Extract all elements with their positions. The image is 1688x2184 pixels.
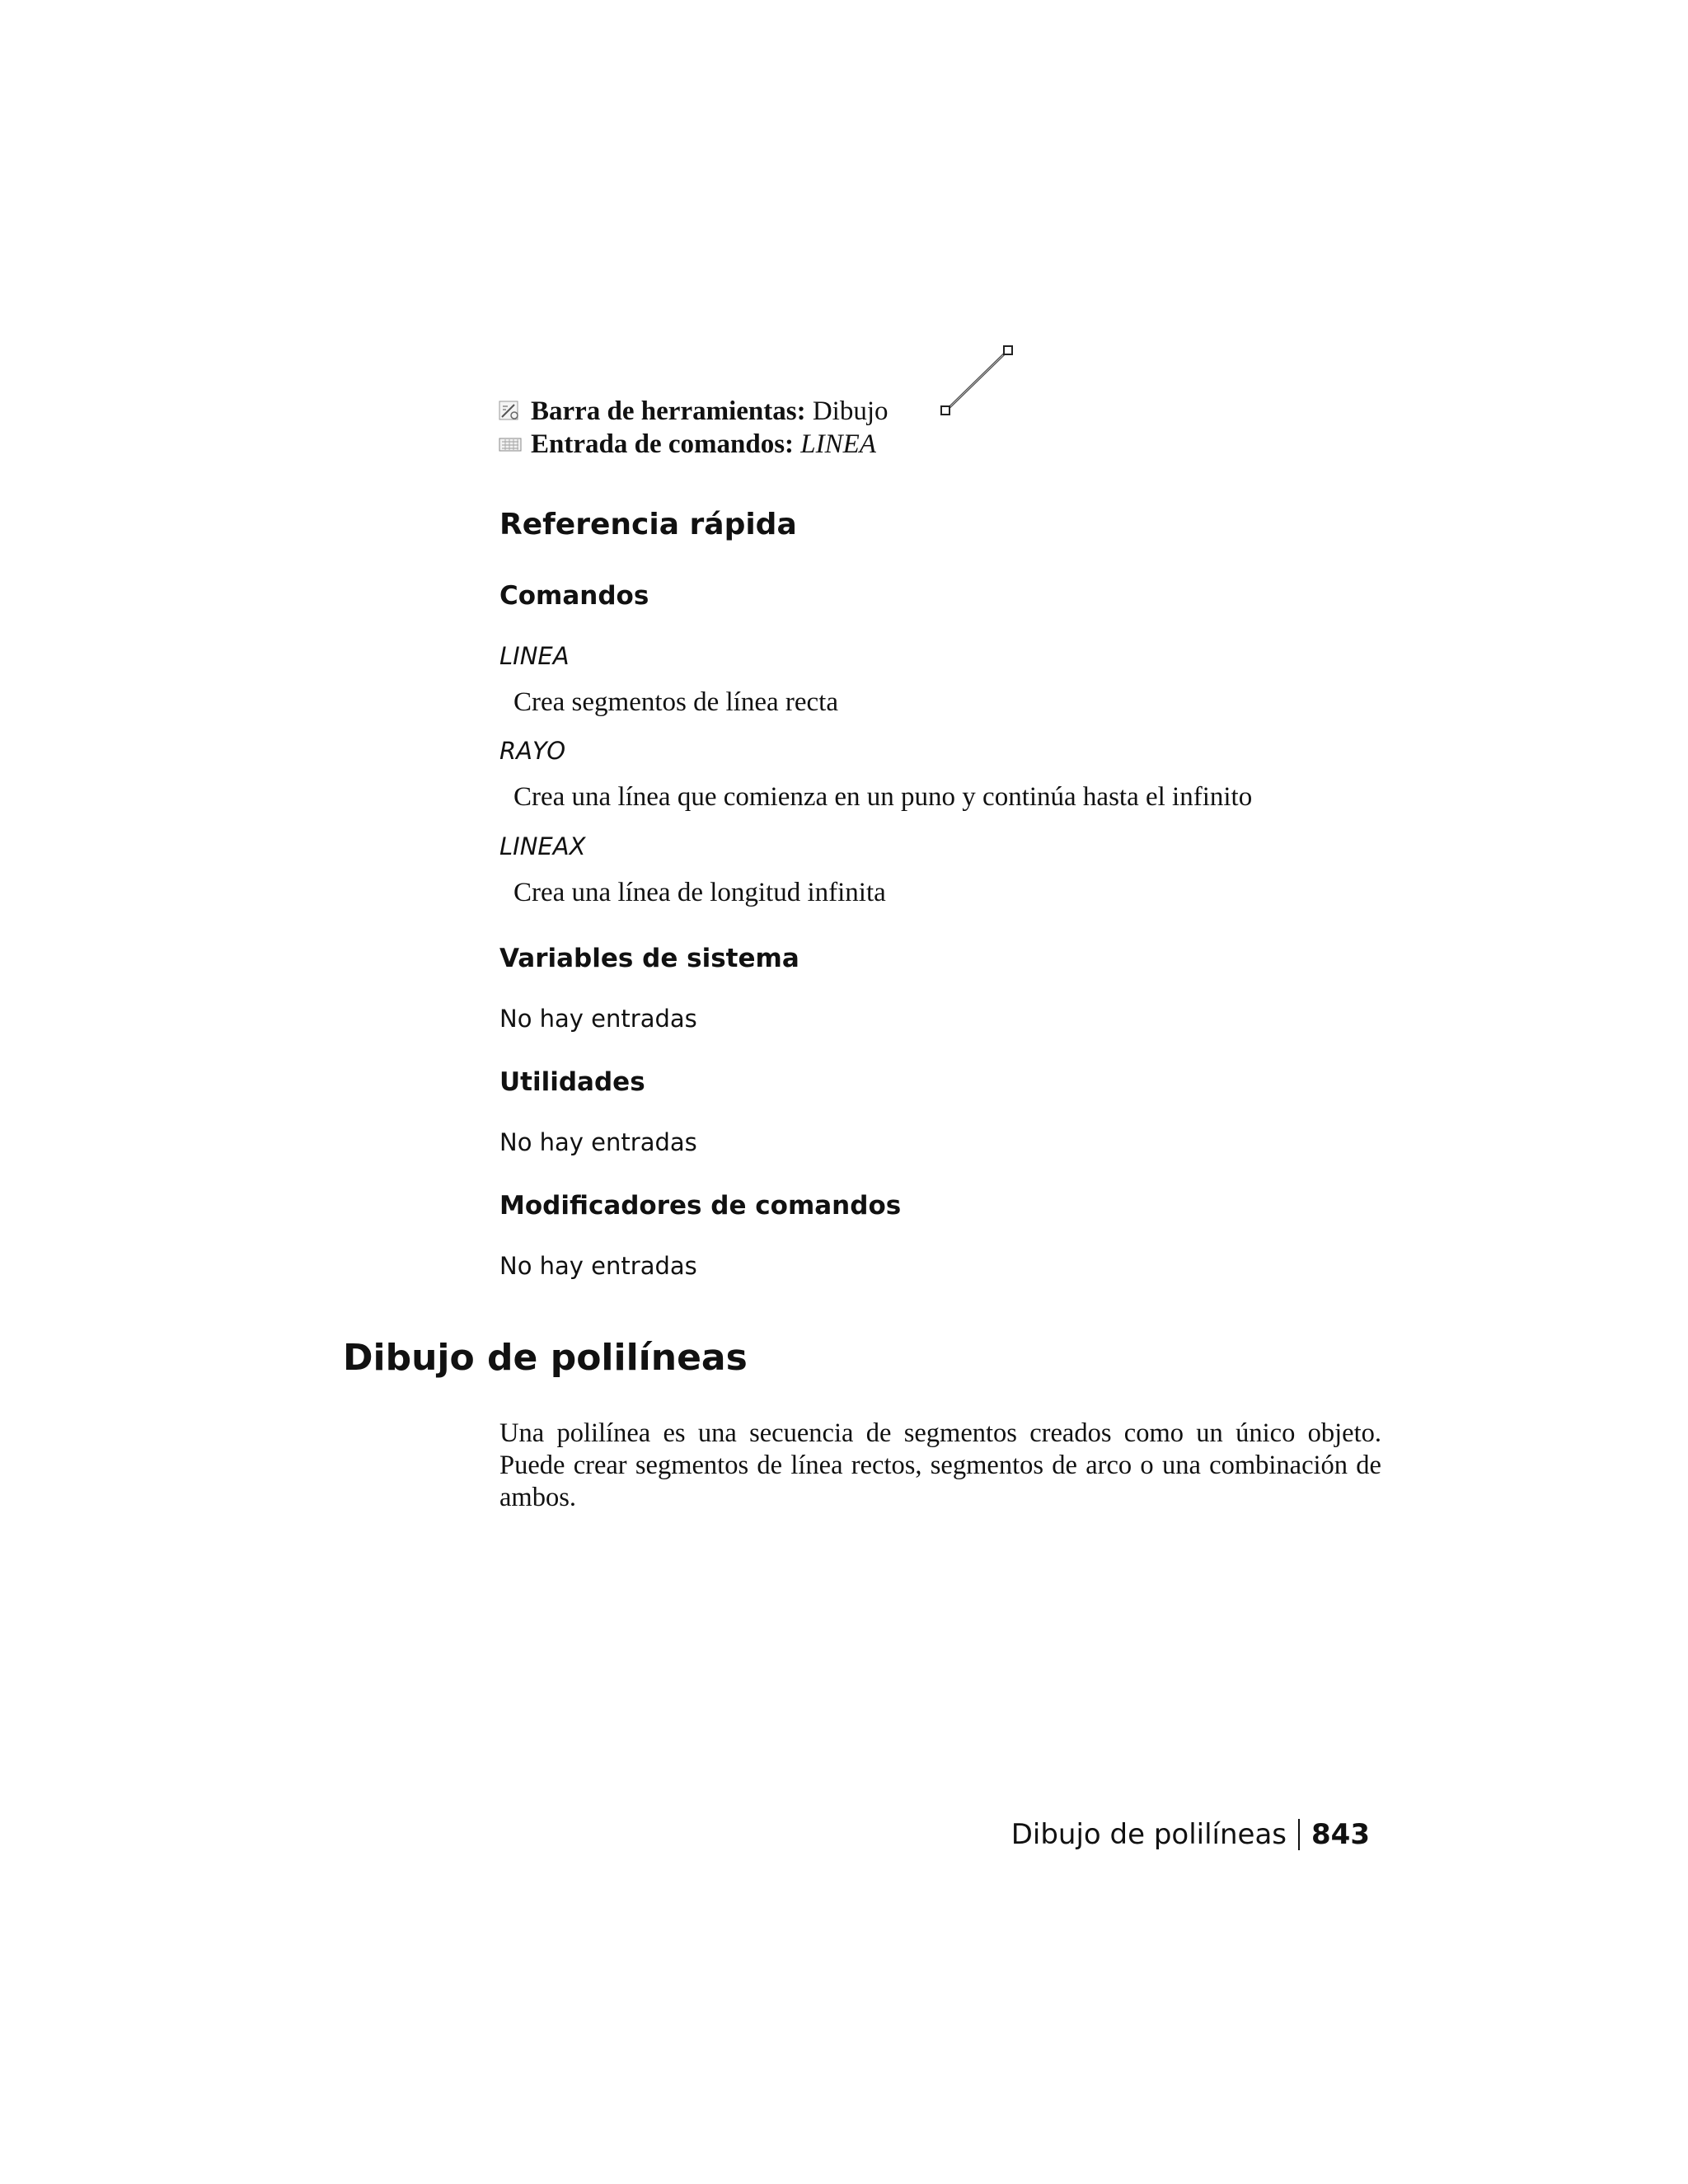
toolbar-label: Barra de herramientas: (531, 396, 806, 426)
command-entry-label: Entrada de comandos: (531, 429, 795, 459)
command-name: LINEA (499, 642, 570, 670)
toolbar-value: Dibujo (812, 396, 889, 426)
command-name: LINEAX (499, 832, 586, 860)
system-variables-text: No hay entradas (499, 1005, 697, 1033)
line-tool-icon (936, 341, 1019, 415)
command-entry-value: LINEA (800, 429, 876, 459)
system-variables-heading: Variables de sistema (499, 944, 799, 973)
commands-heading: Comandos (499, 581, 649, 611)
quick-reference-heading: Referencia rápida (499, 508, 797, 541)
command-description: Crea una línea de longitud infinita (513, 878, 886, 907)
running-title: Dibujo de polilíneas (1010, 1818, 1287, 1851)
page-number: 843 (1311, 1818, 1370, 1851)
command-entry-access-line (498, 428, 876, 461)
section-paragraph: Una polilínea es una secuencia de segmentos creados como un único objeto. Puede crear segmentos de línea rectos, segmentos de arco o una combinación de ambos. (499, 1418, 1381, 1512)
page-footer (1011, 1818, 1370, 1851)
toolbar-access-line (498, 395, 889, 428)
command-description: Crea una línea que comienza en un puno y continúa hasta el infinito (513, 782, 1253, 812)
command-modifiers-text: No hay entradas (499, 1252, 697, 1280)
draw-toolbar-icon (498, 399, 523, 424)
section-title: Dibujo de polilíneas (343, 1337, 748, 1379)
footer-divider (1298, 1819, 1300, 1850)
command-name: RAYO (499, 737, 566, 765)
utilities-heading: Utilidades (499, 1067, 645, 1097)
command-description: Crea segmentos de línea recta (513, 687, 838, 717)
keyboard-icon (498, 432, 523, 457)
utilities-text: No hay entradas (499, 1128, 697, 1156)
command-modifiers-heading: Modificadores de comandos (499, 1191, 902, 1221)
